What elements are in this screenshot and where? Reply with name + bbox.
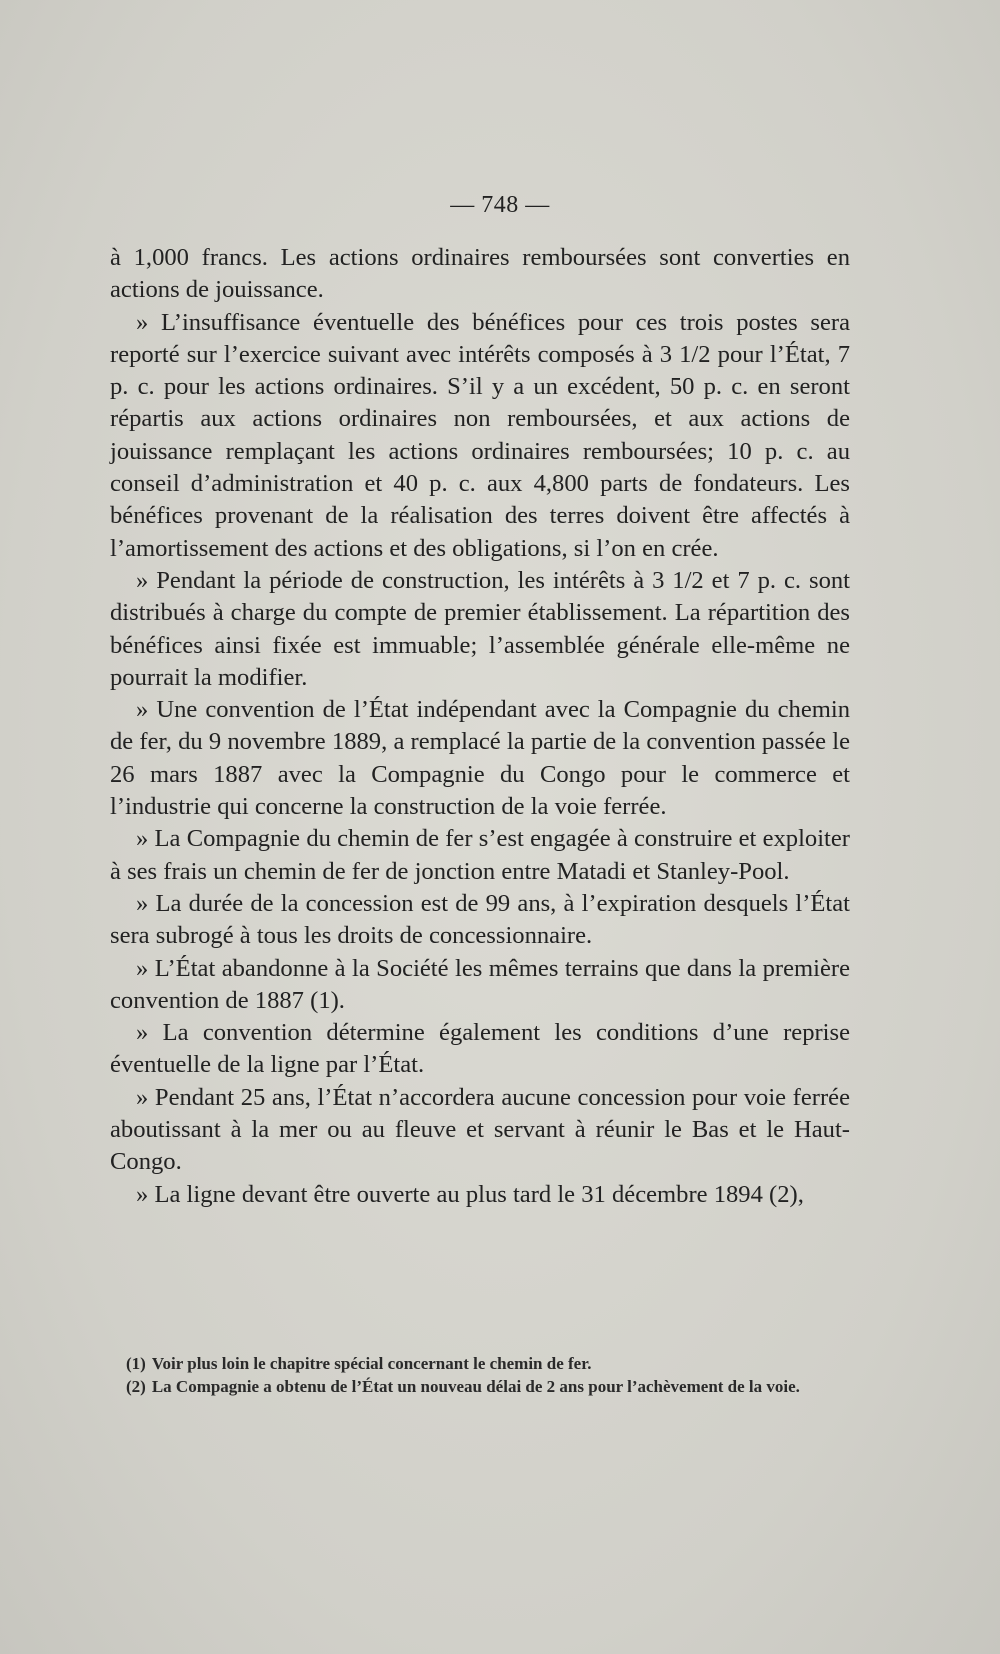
paragraph: » L’État abandonne à la Société les mêmes terrains que dans la première convention de 1887 (1).: [110, 954, 850, 1014]
footnote-mark: (1): [126, 1354, 146, 1373]
paragraph: » Pendant 25 ans, l’État n’accordera aucune concession pour voie ferrée aboutissant à la mer ou au fleuve et servant à réunir le Bas et le Haut-Congo.: [110, 1083, 850, 1176]
footnote-text: Voir plus loin le chapitre spécial concernant le chemin de fer.: [151, 1354, 592, 1373]
footnote: [110, 1352, 850, 1375]
paragraph: » La durée de la concession est de 99 ans, à l’expiration desquels l’État sera subrogé à tous les droits de concessionnaire.: [110, 889, 850, 950]
paragraph: » La Compagnie du chemin de fer s’est engagée à construire et exploiter à ses frais un chemin de fer de jonction entre Matadi et Stanley-Pool.: [110, 825, 850, 885]
page-number: — 748 —: [450, 192, 550, 218]
paragraph: » La ligne devant être ouverte au plus tard le 31 décembre 1894 (2),: [136, 1180, 804, 1208]
footnote-text: La Compagnie a obtenu de l’État un nouveau délai de 2 ans pour l’achèvement de la voie.: [151, 1377, 800, 1396]
footnote: [110, 1375, 850, 1398]
paragraph: » Une convention de l’État indépendant avec la Compagnie du chemin de fer, du 9 novembre 1889, a remplacé la partie de la convention passée le 26 mars 1887 avec la Compagnie du Congo pour le commerce et l’industrie qui concerne la construction de la voie ferrée.: [110, 696, 850, 821]
paragraph: » Pendant la période de construction, les intérêts à 3 1/2 et 7 p. c. sont distribués à charge du compte de premier établissement. La répartition des bénéfices ainsi fixée est immuable; l’assemblée générale elle-même ne pourrait la modifier.: [110, 566, 850, 691]
paragraph: à 1,000 francs. Les actions ordinaires remboursées sont converties en actions de jouissance.: [110, 244, 850, 304]
footnote-mark: (2): [126, 1377, 146, 1396]
body-text: [110, 242, 850, 1211]
footnotes: [110, 1352, 850, 1398]
paragraph: » La convention détermine également les conditions d’une reprise éventuelle de la ligne par l’État.: [110, 1019, 850, 1079]
paragraph: » L’insuffisance éventuelle des bénéfices pour ces trois postes sera reporté sur l’exercice suivant avec intérêts composés à 3 1/2 pour l’État, 7 p. c. pour les actions ordinaires. S’il y a un excédent, 50 p. c. en seront répartis aux actions ordinaires non remboursées, et aux actions de jouissance remplaçant les actions ordinaires remboursées; 10 p. c. au conseil d’administration et 40 p. c. aux 4,800 parts de fondateurs. Les bénéfices provenant de la réalisation des terres doivent être affectés à l’amortissement des actions et des obligations, si l’on en crée.: [110, 308, 850, 562]
